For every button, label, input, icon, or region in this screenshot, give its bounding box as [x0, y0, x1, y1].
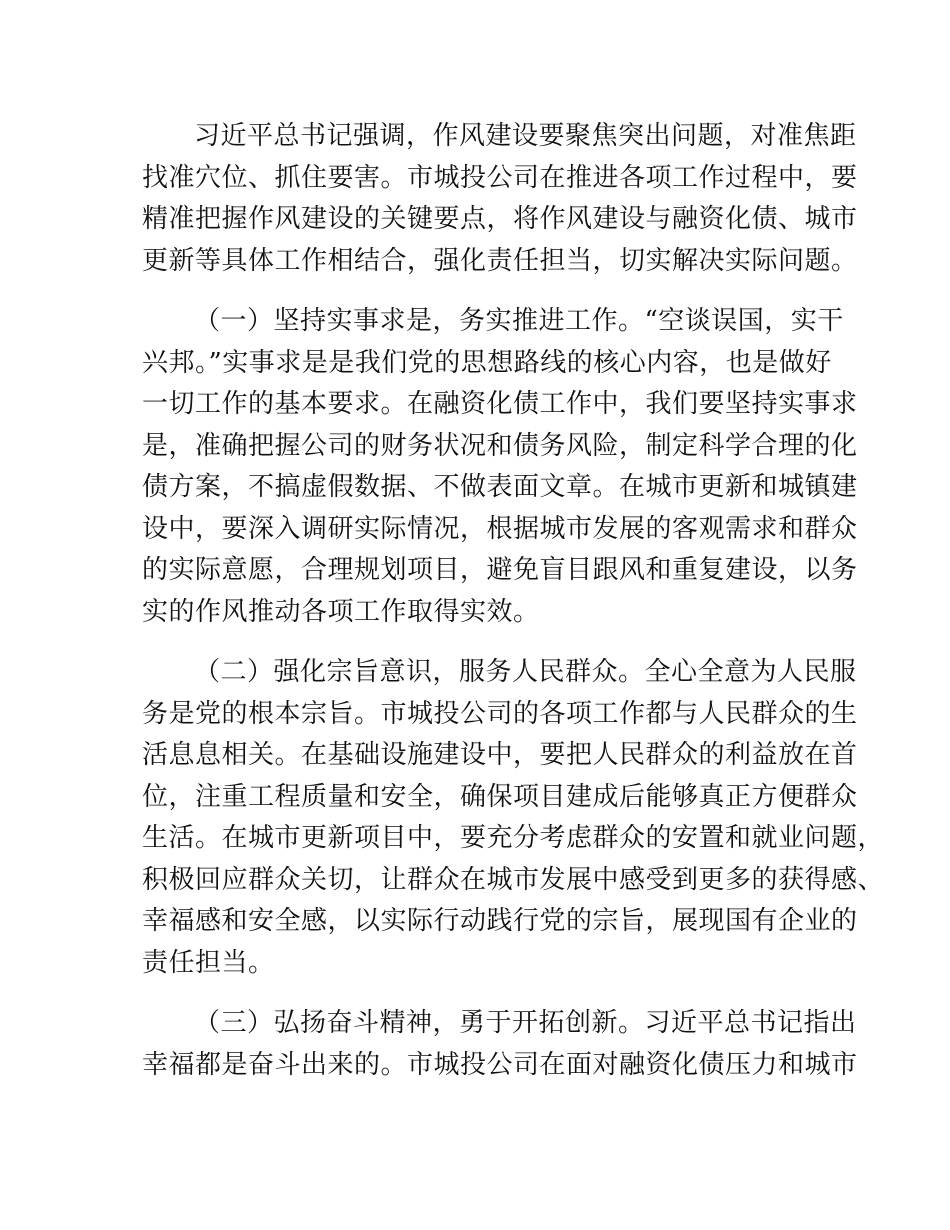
text-line: 积极回应群众关切，让群众在城市发展中感受到更多的获得感、: [142, 864, 885, 895]
paragraph-intro: [142, 116, 858, 282]
text-line: 一切工作的基本要求。在融资化债工作中，我们要坚持实事求: [142, 389, 858, 419]
text-line: 兴邦。”实事求是是我们党的思想路线的核心内容，也是做好: [142, 347, 832, 378]
text-line: 活息息相关。在基础设施建设中，要把人民群众的利益放在首: [142, 740, 858, 770]
text-line: 生活。在城市更新项目中，要充分考虑群众的安置和就业问题，: [142, 823, 885, 853]
paragraph-section-1: [142, 301, 858, 633]
text-line: 责任担当。: [142, 947, 275, 978]
text-line: （二）强化宗旨意识，服务人民群众。全心全意为人民服: [194, 657, 857, 687]
text-line: 幸福感和安全感，以实际行动践行党的宗旨，展现国有企业的: [142, 906, 858, 936]
paragraph-section-3: [142, 1003, 858, 1086]
text-line: 实的作风推动各项工作取得实效。: [142, 596, 540, 627]
text-line: 找准穴位、抓住要害。市城投公司在推进各项工作过程中，要: [142, 162, 858, 193]
text-line: 的实际意愿，合理规划项目，避免盲目跟风和重复建设，以务: [142, 555, 858, 585]
paragraph-section-2: [142, 652, 885, 984]
text-line: （一）坚持实事求是，务实推进工作。“空谈误国，实干: [194, 306, 844, 336]
text-line: 设中，要深入调研实际情况，根据城市发展的客观需求和群众: [142, 513, 858, 544]
text-line: 幸福都是奋斗出来的。市城投公司在面对融资化债压力和城市: [142, 1049, 858, 1080]
text-line: 务是党的根本宗旨。市城投公司的各项工作都与人民群众的生: [142, 698, 858, 729]
text-line: 精准把握作风建设的关键要点，将作风建设与融资化债、城市: [142, 204, 858, 234]
text-line: 是，准确把握公司的财务状况和债务风险，制定科学合理的化: [142, 430, 858, 461]
document-body: [142, 116, 885, 1105]
text-line: 债方案，不搞虚假数据、不做表面文章。在城市更新和城镇建: [142, 472, 858, 502]
text-line: 习近平总书记强调，作风建设要聚焦突出问题，对准焦距: [194, 121, 857, 151]
text-line: 位，注重工程质量和安全，确保项目建成后能够真正方便群众: [142, 781, 858, 812]
text-line: （三）弘扬奋斗精神，勇于开拓创新。习近平总书记指出: [194, 1008, 857, 1038]
text-line: 更新等具体工作相结合，强化责任担当，切实解决实际问题。: [142, 245, 858, 276]
